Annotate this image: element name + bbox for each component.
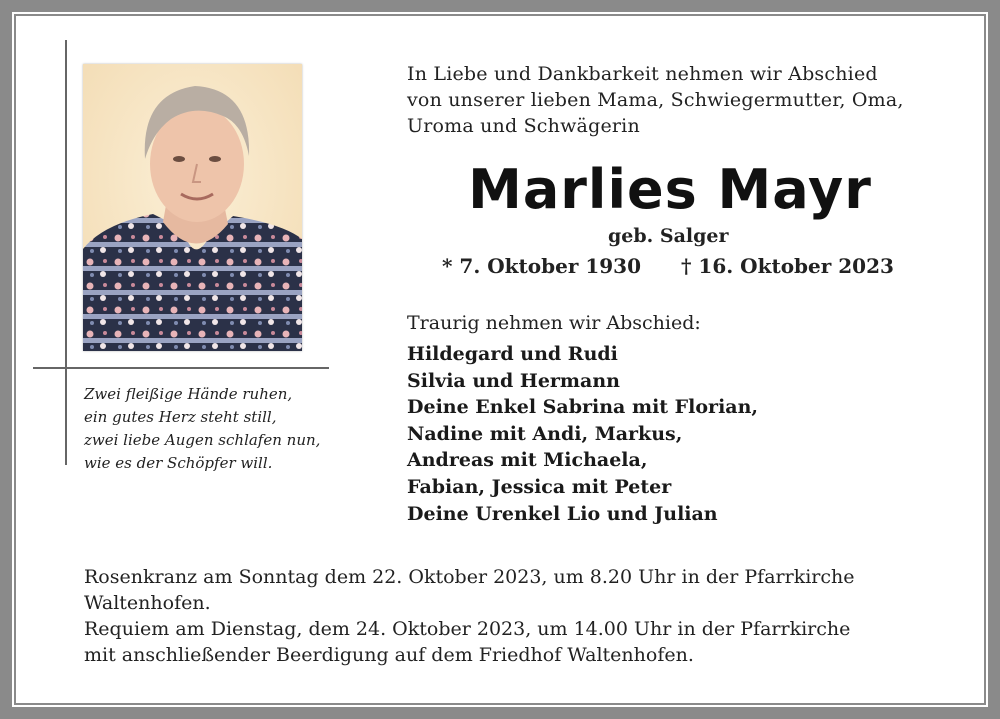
cross-horizontal-line (33, 367, 329, 369)
deceased-name: Marlies Mayr (468, 158, 872, 221)
mourner-line: Deine Enkel Sabrina mit Florian, (407, 396, 759, 419)
mourners-heading: Traurig nehmen wir Abschied: (407, 312, 701, 334)
mourner-line: Andreas mit Michaela, (407, 449, 648, 472)
service-line: Waltenhofen. (84, 592, 211, 614)
intro-line: von unserer lieben Mama, Schwiegermutter, Oma, (407, 89, 904, 111)
mourner-line: Deine Urenkel Lio und Julian (407, 502, 718, 525)
intro-line: In Liebe und Dankbarkeit nehmen wir Abschied (407, 63, 878, 85)
portrait-photo (83, 64, 302, 351)
poem-line: wie es der Schöpfer will. (84, 454, 273, 472)
service-line: mit anschließender Beerdigung auf dem Friedhof Waltenhofen. (84, 644, 694, 666)
poem-line: zwei liebe Augen schlafen nun, (84, 431, 321, 449)
birth-date: * 7. Oktober 1930 (442, 254, 641, 278)
poem-line: ein gutes Herz steht still, (84, 408, 277, 426)
mourner-line: Fabian, Jessica mit Peter (407, 475, 672, 498)
mourner-line: Silvia und Hermann (407, 369, 620, 392)
service-line: Requiem am Dienstag, dem 24. Oktober 2023, um 14.00 Uhr in der Pfarrkirche (84, 618, 851, 640)
poem-line: Zwei fleißige Hände ruhen, (84, 385, 293, 403)
mourner-line: Hildegard und Rudi (407, 343, 618, 365)
intro-line: Uroma und Schwägerin (407, 115, 640, 137)
mourner-line: Nadine mit Andi, Markus, (407, 422, 683, 445)
intro-text (407, 61, 904, 139)
cross-vertical-line (65, 40, 67, 465)
mourners-list (407, 341, 758, 527)
service-info (84, 564, 855, 668)
poem (84, 383, 320, 475)
death-date: † 16. Oktober 2023 (681, 254, 894, 278)
service-line: Rosenkranz am Sonntag dem 22. Oktober 2023, um 8.20 Uhr in der Pfarrkirche (84, 566, 855, 588)
life-dates (442, 254, 894, 278)
maiden-name: geb. Salger (608, 225, 729, 247)
